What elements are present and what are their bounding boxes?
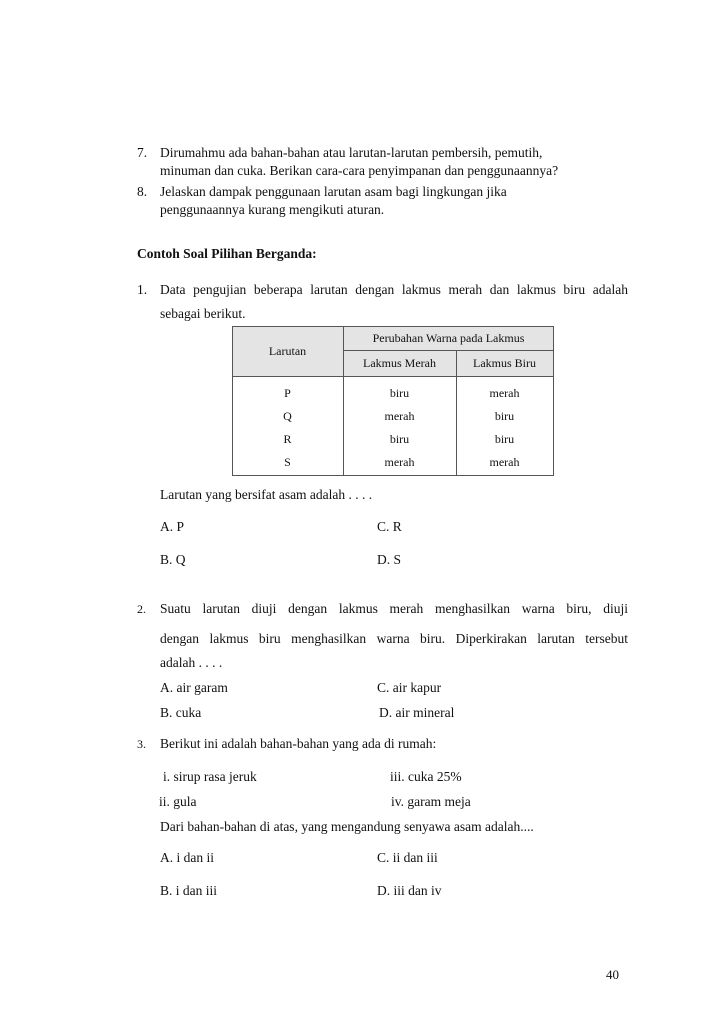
mc-2-line-1: Suatu larutan diuji dengan lakmus merah menghasilkan warna biru, diuji bbox=[160, 601, 628, 616]
question-8-line-1: Jelaskan dampak penggunaan larutan asam bagi lingkungan jika bbox=[160, 184, 507, 199]
table-group-divider bbox=[343, 350, 554, 351]
question-7-line-2: minuman dan cuka. Berikan cara-cara penyimpanan dan penggunaannya? bbox=[160, 163, 559, 178]
mc-3-option-c: C. ii dan iii bbox=[377, 850, 438, 865]
question-7-number: 7. bbox=[137, 145, 148, 160]
table-cell-larutan: R bbox=[283, 432, 292, 446]
mc-1-line-1: Data pengujian beberapa larutan dengan lakmus merah dan lakmus biru adalah bbox=[160, 282, 628, 297]
mc-3-option-b: B. i dan iii bbox=[160, 883, 217, 898]
mc-3-item-ii: ii. gula bbox=[159, 794, 197, 809]
mc-2-option-b: B. cuka bbox=[160, 705, 202, 720]
litmus-table bbox=[232, 326, 554, 476]
mc-1-question: Larutan yang bersifat asam adalah . . . . bbox=[160, 487, 373, 502]
mc-2-line-3: adalah . . . . bbox=[160, 655, 223, 670]
table-header-lakmus-biru: Lakmus Biru bbox=[473, 356, 536, 370]
mc-2-line-2: dengan lakmus biru menghasilkan warna biru. Diperkirakan larutan tersebut bbox=[160, 631, 628, 646]
table-cell-biru: merah bbox=[489, 455, 520, 469]
mc-1-option-c: C. R bbox=[377, 519, 402, 534]
table-col-divider-1 bbox=[343, 326, 344, 476]
table-cell-merah: biru bbox=[389, 386, 410, 400]
mc-3-option-a: A. i dan ii bbox=[160, 850, 214, 865]
question-7-line-1: Dirumahmu ada bahan-bahan atau larutan-larutan pembersih, pemutih, bbox=[160, 145, 543, 160]
page-number: 40 bbox=[606, 967, 619, 982]
table-cell-biru: merah bbox=[489, 386, 520, 400]
table-border-top bbox=[232, 326, 554, 327]
mc-3-option-d: D. iii dan iv bbox=[377, 883, 442, 898]
mc-2-option-c: C. air kapur bbox=[377, 680, 442, 695]
table-cell-merah: merah bbox=[384, 455, 415, 469]
mc-3-line-1: Berikut ini adalah bahan-bahan yang ada di rumah: bbox=[160, 736, 437, 751]
mc-2-option-d: D. air mineral bbox=[379, 705, 455, 720]
mc-3-number: 3. bbox=[137, 737, 146, 751]
table-cell-merah: merah bbox=[384, 409, 415, 423]
table-header-larutan: Larutan bbox=[268, 344, 307, 358]
table-header-divider bbox=[232, 376, 554, 377]
table-cell-merah: biru bbox=[389, 432, 410, 446]
mc-1-number: 1. bbox=[137, 282, 148, 297]
table-cell-larutan: Q bbox=[283, 409, 292, 423]
mc-1-line-2: sebagai berikut. bbox=[160, 306, 246, 321]
mc-1-option-b: B. Q bbox=[160, 552, 186, 567]
mc-1-option-a: A. P bbox=[160, 519, 185, 534]
table-cell-biru: biru bbox=[494, 409, 515, 423]
mc-3-item-i: i. sirup rasa jeruk bbox=[163, 769, 257, 784]
table-cell-larutan: P bbox=[284, 386, 291, 400]
table-header-group: Perubahan Warna pada Lakmus bbox=[372, 331, 525, 345]
mc-1-option-d: D. S bbox=[377, 552, 402, 567]
table-border-bottom bbox=[232, 475, 554, 476]
table-header-lakmus-merah: Lakmus Merah bbox=[363, 356, 436, 370]
mc-2-number: 2. bbox=[137, 602, 146, 616]
table-border-right bbox=[553, 326, 554, 476]
table-cell-biru: biru bbox=[494, 432, 515, 446]
mc-2-option-a: A. air garam bbox=[160, 680, 228, 695]
section-title: Contoh Soal Pilihan Berganda: bbox=[137, 246, 317, 261]
mc-3-question: Dari bahan-bahan di atas, yang mengandung senyawa asam adalah.... bbox=[160, 819, 534, 834]
question-8-number: 8. bbox=[137, 184, 148, 199]
question-8-line-2: penggunaannya kurang mengikuti aturan. bbox=[160, 202, 385, 217]
mc-3-item-iii: iii. cuka 25% bbox=[390, 769, 462, 784]
mc-3-item-iv: iv. garam meja bbox=[391, 794, 471, 809]
table-cell-larutan: S bbox=[284, 455, 291, 469]
